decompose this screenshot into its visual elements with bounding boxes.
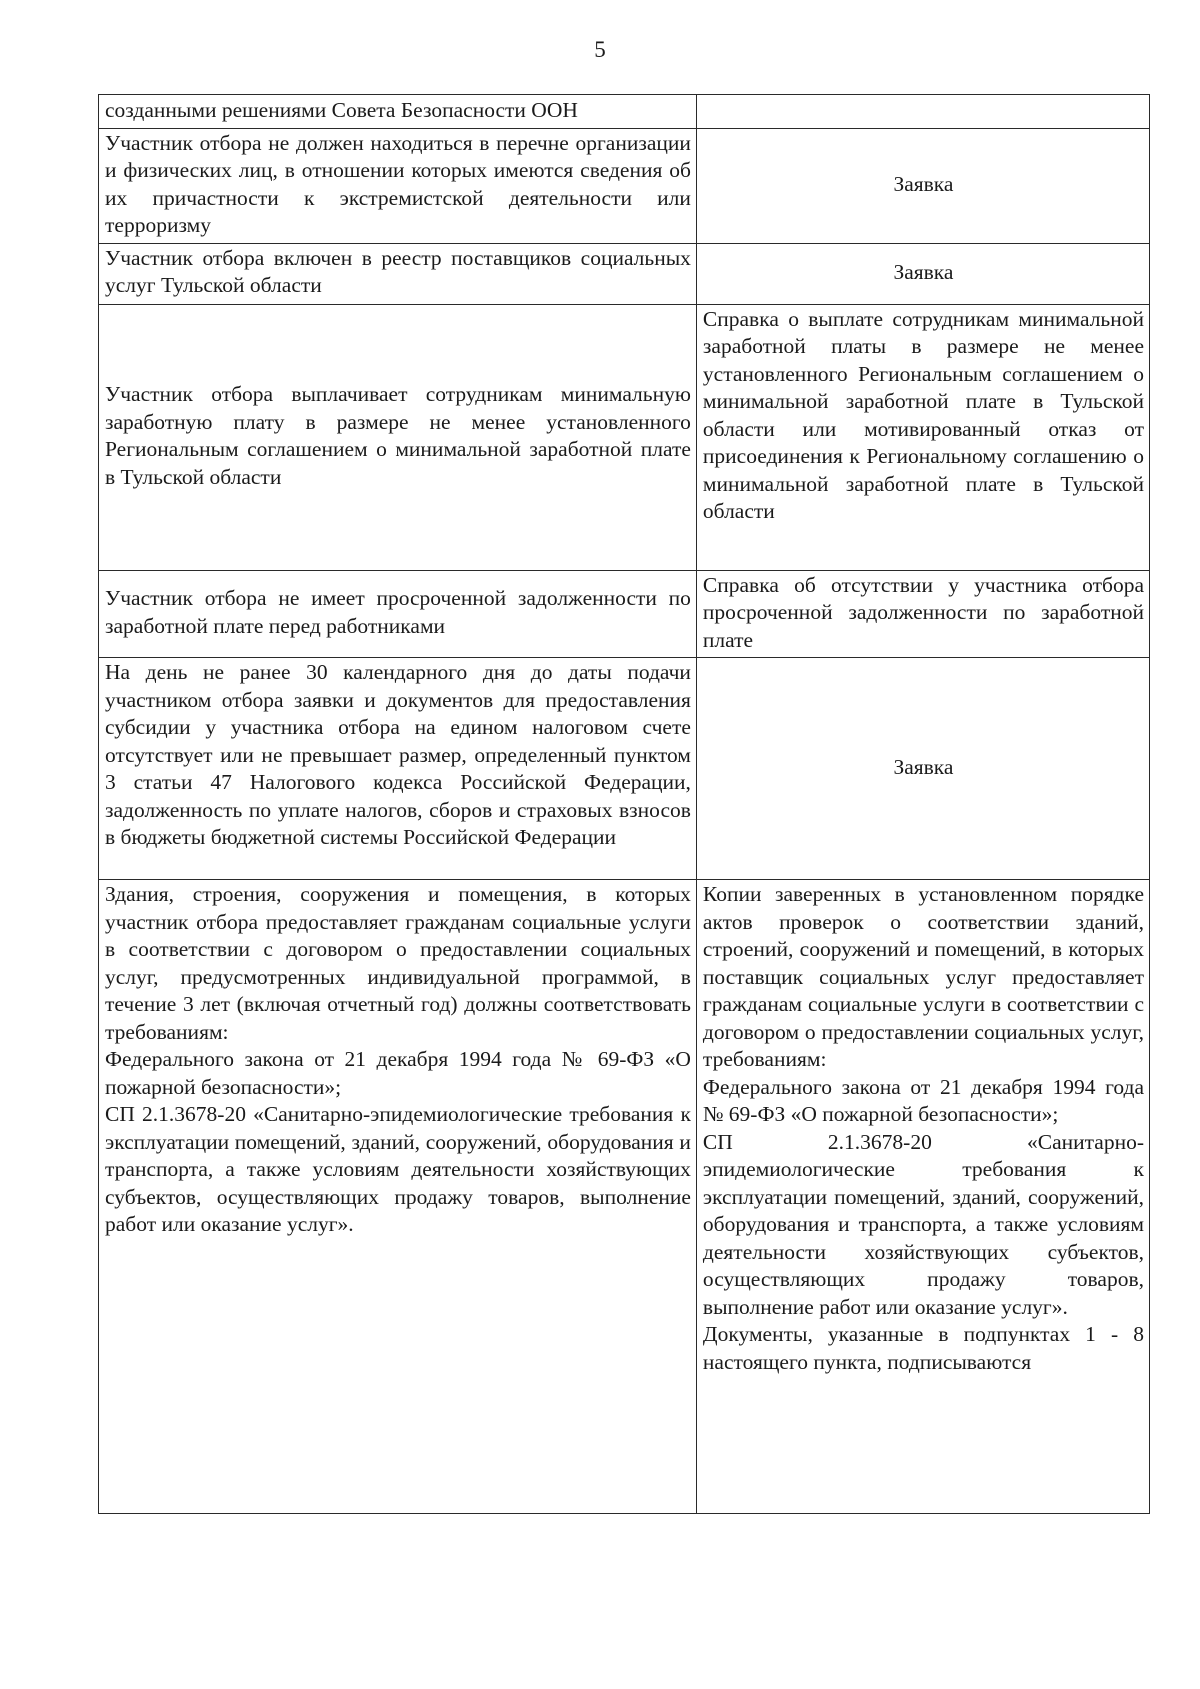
requirement-cell <box>99 880 697 1514</box>
document-cell <box>696 243 1149 304</box>
requirement-cell <box>99 304 697 570</box>
table-row <box>99 304 1150 570</box>
document-cell <box>696 658 1149 880</box>
table-row <box>99 128 1150 243</box>
document-text: Федерального закона от 21 декабря 1994 года № 69-ФЗ «О пожарной безопасности»; <box>702 1074 1144 1126</box>
table-row <box>99 570 1150 658</box>
document-cell <box>696 570 1149 658</box>
requirement-text: На день не ранее 30 календарного дня до даты подачи участником отбора заявки и документов для предоставления субсидии у участника отбора на едином налоговом счете отсутствует или не превышает размер, определенный пунктом 3 статьи 47 Налогового кодекса Российской Федерации, задолженность по уплате налогов, сборов и страховых взносов в бюджеты бюджетной системы Российской Федерации <box>105 660 691 849</box>
document-cell <box>696 95 1149 129</box>
requirement-text: Федерального закона от 21 декабря 1994 года № 69-ФЗ «О пожарной безопасности»; <box>105 1047 691 1099</box>
table-row <box>99 880 1150 1514</box>
requirement-cell <box>99 570 697 658</box>
table-row <box>99 95 1150 129</box>
page-number: 5 <box>594 37 606 62</box>
requirement-cell <box>99 95 697 129</box>
requirement-text: СП 2.1.3678-20 «Санитарно-эпидемиологические требования к эксплуатации помещений, зданий, сооружений, оборудования и транспорта, а также условиям деятельности хозяйствующих субъектов, осуществляющих продажу товаров, выполнение работ или оказание услуг». <box>105 1102 691 1236</box>
document-text: Справка об отсутствии у участника отбора просроченной задолженности по заработной плате <box>702 572 1144 652</box>
document-text: Заявка <box>893 171 954 196</box>
requirement-text: Участник отбора не должен находиться в перечне организации и физических лиц, в отношении которых имеются сведения об их причастности к экстремистской деятельности или терроризму <box>105 130 691 237</box>
requirements-table <box>98 94 1150 1514</box>
requirement-cell <box>99 243 697 304</box>
document-cell <box>696 128 1149 243</box>
document-cell <box>696 880 1149 1514</box>
requirement-text: Участник отбора включен в реестр поставщиков социальных услуг Тульской области <box>105 245 691 297</box>
document-text: Заявка <box>893 259 954 284</box>
table-row <box>99 243 1150 304</box>
requirement-text: Участник отбора не имеет просроченной задолженности по заработной плате перед работниками <box>105 586 691 638</box>
requirement-text: созданными решениями Совета Безопасности ООН <box>105 98 578 122</box>
document-text: Документы, указанные в подпунктах 1 - 8 настоящего пункта, подписываются <box>702 1322 1144 1374</box>
table-row <box>99 658 1150 880</box>
requirement-cell <box>99 128 697 243</box>
document-text: СП 2.1.3678-20 «Санитарно-эпидемиологические требования к эксплуатации помещений, зданий, сооружений, оборудования и транспорта, а также условиям деятельности хозяйствующих субъектов, осуществляющих продажу товаров, выполнение работ или оказание услуг». <box>702 1129 1144 1319</box>
requirement-text: Участник отбора выплачивает сотрудникам минимальную заработную плату в размере не менее установленного Региональным соглашением о минимальной заработной плате в Тульской области <box>105 382 691 489</box>
requirement-cell <box>99 658 697 880</box>
document-cell <box>696 304 1149 570</box>
requirement-text: Здания, строения, сооружения и помещения, в которых участник отбора предоставляет гражданам социальные услуги в соответствии с договором о предоставлении социальных услуг, предусмотренных индивидуальной программой, в течение 3 лет (включая отчетный год) должны соответствовать требованиям: <box>105 882 691 1044</box>
document-text: Заявка <box>893 754 954 779</box>
document-text: Справка о выплате сотрудникам минимальной заработной платы в размере не менее установленного Региональным соглашением о минимальной заработной плате в Тульской области или мотивированный отказ от присоединения к Региональному соглашению о минимальной заработной плате в Тульской области <box>702 306 1144 523</box>
document-text: Копии заверенных в установленном порядке актов проверок о соответствии зданий, строений, сооружений и помещений, в которых поставщик социальных услуг предоставляет гражданам социальные услуги в соответствии с договором о предоставлении социальных услуг, требованиям: <box>702 882 1144 1071</box>
